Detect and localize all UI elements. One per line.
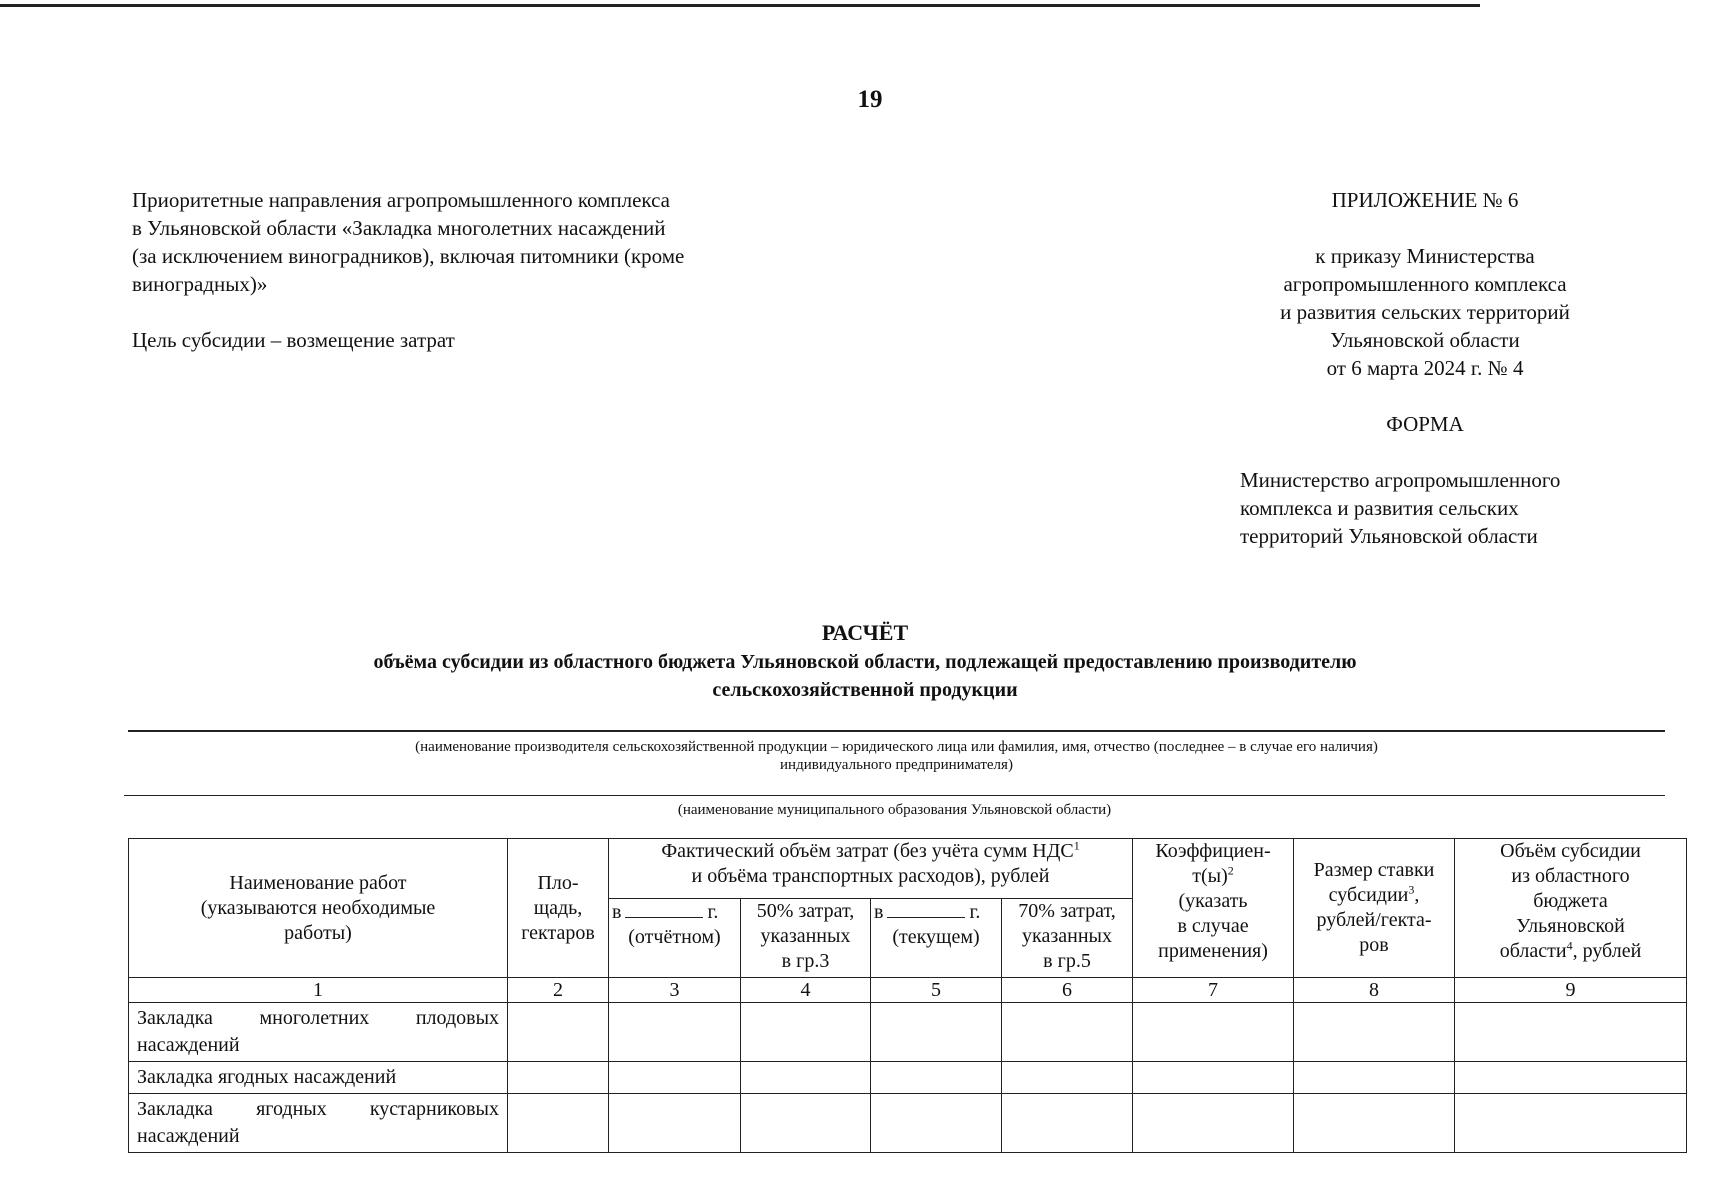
header-rate-text: Размер ставки субсидии bbox=[1313, 859, 1435, 906]
column-number: 4 bbox=[741, 978, 871, 1003]
priority-direction-text: Приоритетные направления агропромышленного комплекса в Ульяновской области «Закладка многолетних насаждений (за исключением виноградников), включая питомники (кроме виноградных)» bbox=[132, 188, 685, 296]
rate-cell[interactable] bbox=[1294, 1094, 1455, 1153]
column-number: 5 bbox=[871, 978, 1002, 1003]
header-reporting-year bbox=[609, 899, 741, 978]
header-subsidy-volume-text: Объём субсидии из областного бюджета Ульяновской области bbox=[1499, 840, 1641, 962]
header-actual-costs-tail: и объёма транспортных расходов), рублей bbox=[691, 865, 1050, 887]
title-main: РАСЧЁТ bbox=[821, 620, 909, 645]
column-number-row bbox=[129, 978, 1687, 1003]
header-work-name: Наименование работ (указываются необходимые работы) bbox=[129, 839, 508, 978]
area-cell[interactable] bbox=[508, 1062, 609, 1094]
column-number: 1 bbox=[129, 978, 508, 1003]
footnote-3-marker: 3 bbox=[1408, 882, 1415, 897]
year-suffix: г. bbox=[707, 901, 719, 923]
footnote-2-marker: 2 bbox=[1227, 863, 1234, 878]
header-coefficient-note: (указать в случае применения) bbox=[1158, 890, 1268, 962]
header-subsidy-volume-unit: , рублей bbox=[1572, 940, 1642, 962]
cost-50-cell[interactable] bbox=[741, 1094, 871, 1153]
header-subsidy-volume bbox=[1455, 839, 1687, 978]
current-year-line bbox=[874, 899, 998, 925]
current-year-note: (текущем) bbox=[892, 926, 980, 948]
year-prefix: в bbox=[612, 901, 622, 923]
table-row bbox=[129, 1062, 1687, 1094]
current-cost-cell[interactable] bbox=[871, 1094, 1002, 1153]
document-title bbox=[150, 618, 1580, 704]
coefficient-cell[interactable] bbox=[1133, 1003, 1294, 1062]
header-current-year bbox=[871, 899, 1002, 978]
column-number: 6 bbox=[1002, 978, 1133, 1003]
subsidy-goal-text: Цель субсидии – возмещение затрат bbox=[132, 328, 455, 352]
rate-cell[interactable] bbox=[1294, 1003, 1455, 1062]
area-cell[interactable] bbox=[508, 1094, 609, 1153]
header-50-percent: 50% затрат, указанных в гр.3 bbox=[741, 899, 871, 978]
top-border-rule bbox=[0, 4, 1480, 7]
cost-50-cell[interactable] bbox=[741, 1062, 871, 1094]
table-row bbox=[129, 1094, 1687, 1153]
reporting-cost-cell[interactable] bbox=[609, 1062, 741, 1094]
footnote-1-marker: 1 bbox=[1073, 838, 1080, 853]
column-number: 3 bbox=[609, 978, 741, 1003]
column-number: 7 bbox=[1133, 978, 1294, 1003]
table-row bbox=[129, 1003, 1687, 1062]
coefficient-cell[interactable] bbox=[1133, 1094, 1294, 1153]
cost-70-cell[interactable] bbox=[1002, 1094, 1133, 1153]
reporting-cost-cell[interactable] bbox=[609, 1094, 741, 1153]
header-area: Пло- щадь, гектаров bbox=[508, 839, 609, 978]
municipality-name-line bbox=[124, 795, 1665, 796]
reporting-cost-cell[interactable] bbox=[609, 1003, 741, 1062]
subsidy-cell[interactable] bbox=[1455, 1003, 1687, 1062]
footnote-4-marker: 4 bbox=[1566, 938, 1573, 953]
header-coefficient bbox=[1133, 839, 1294, 978]
header-rate bbox=[1294, 839, 1455, 978]
municipality-name-caption: (наименование муниципального образования Ульяновской области) bbox=[677, 802, 1112, 818]
right-header-block bbox=[1230, 186, 1620, 438]
subsidy-cell[interactable] bbox=[1455, 1062, 1687, 1094]
appendix-label: ПРИЛОЖЕНИЕ № 6 bbox=[1331, 188, 1519, 212]
rate-cell[interactable] bbox=[1294, 1062, 1455, 1094]
column-number: 8 bbox=[1294, 978, 1455, 1003]
title-subtitle: объёма субсидии из областного бюджета Ульяновской области, подлежащей предоставлению производителю сельскохозяйственной продукции bbox=[373, 651, 1357, 701]
header-actual-costs bbox=[609, 839, 1133, 899]
column-number: 9 bbox=[1455, 978, 1687, 1003]
year-blank-field bbox=[625, 899, 703, 918]
header-rate-unit: , рублей/гекта- ров bbox=[1316, 884, 1432, 956]
cost-70-cell[interactable] bbox=[1002, 1062, 1133, 1094]
header-70-percent: 70% затрат, указанных в гр.5 bbox=[1002, 899, 1133, 978]
ministry-addressee: Министерство агропромышленного комплекса и развития сельских территорий Ульяновской области bbox=[1240, 468, 1561, 548]
area-cell[interactable] bbox=[508, 1003, 609, 1062]
coefficient-cell[interactable] bbox=[1133, 1062, 1294, 1094]
cost-50-cell[interactable] bbox=[741, 1003, 871, 1062]
row-label-fruit: Закладка многолетних плодовых насаждений bbox=[129, 1003, 508, 1062]
current-cost-cell[interactable] bbox=[871, 1062, 1002, 1094]
column-number: 2 bbox=[508, 978, 609, 1003]
reporting-year-line bbox=[612, 899, 737, 925]
row-label-berry: Закладка ягодных насаждений bbox=[129, 1062, 508, 1094]
order-reference: к приказу Министерства агропромышленного комплекса и развития сельских территорий Ульяновской области от 6 марта 2024 г. № 4 bbox=[1280, 244, 1570, 380]
calculation-table bbox=[128, 838, 1687, 1153]
year-blank-field bbox=[887, 899, 965, 918]
current-cost-cell[interactable] bbox=[871, 1003, 1002, 1062]
header-actual-costs-text: Фактический объём затрат (без учёта сумм НДС bbox=[661, 840, 1074, 862]
page-number: 19 bbox=[857, 86, 883, 113]
subsidy-cell[interactable] bbox=[1455, 1094, 1687, 1153]
reporting-year-note: (отчётном) bbox=[628, 926, 721, 948]
cost-70-cell[interactable] bbox=[1002, 1003, 1133, 1062]
producer-name-caption: (наименование производителя сельскохозяйственной продукции – юридического лица или фамилия, имя, отчество (последнее – в случае его наличия) индивидуального предпринимателя) bbox=[415, 739, 1378, 773]
producer-name-line bbox=[128, 730, 1665, 732]
year-suffix: г. bbox=[969, 901, 981, 923]
left-header-block bbox=[132, 186, 812, 354]
year-prefix: в bbox=[874, 901, 884, 923]
row-label-berry-shrub: Закладка ягодных кустарниковых насаждений bbox=[129, 1094, 508, 1153]
form-label: ФОРМА bbox=[1386, 412, 1464, 436]
header-coefficient-text: Коэффициен- т(ы) bbox=[1155, 840, 1271, 887]
